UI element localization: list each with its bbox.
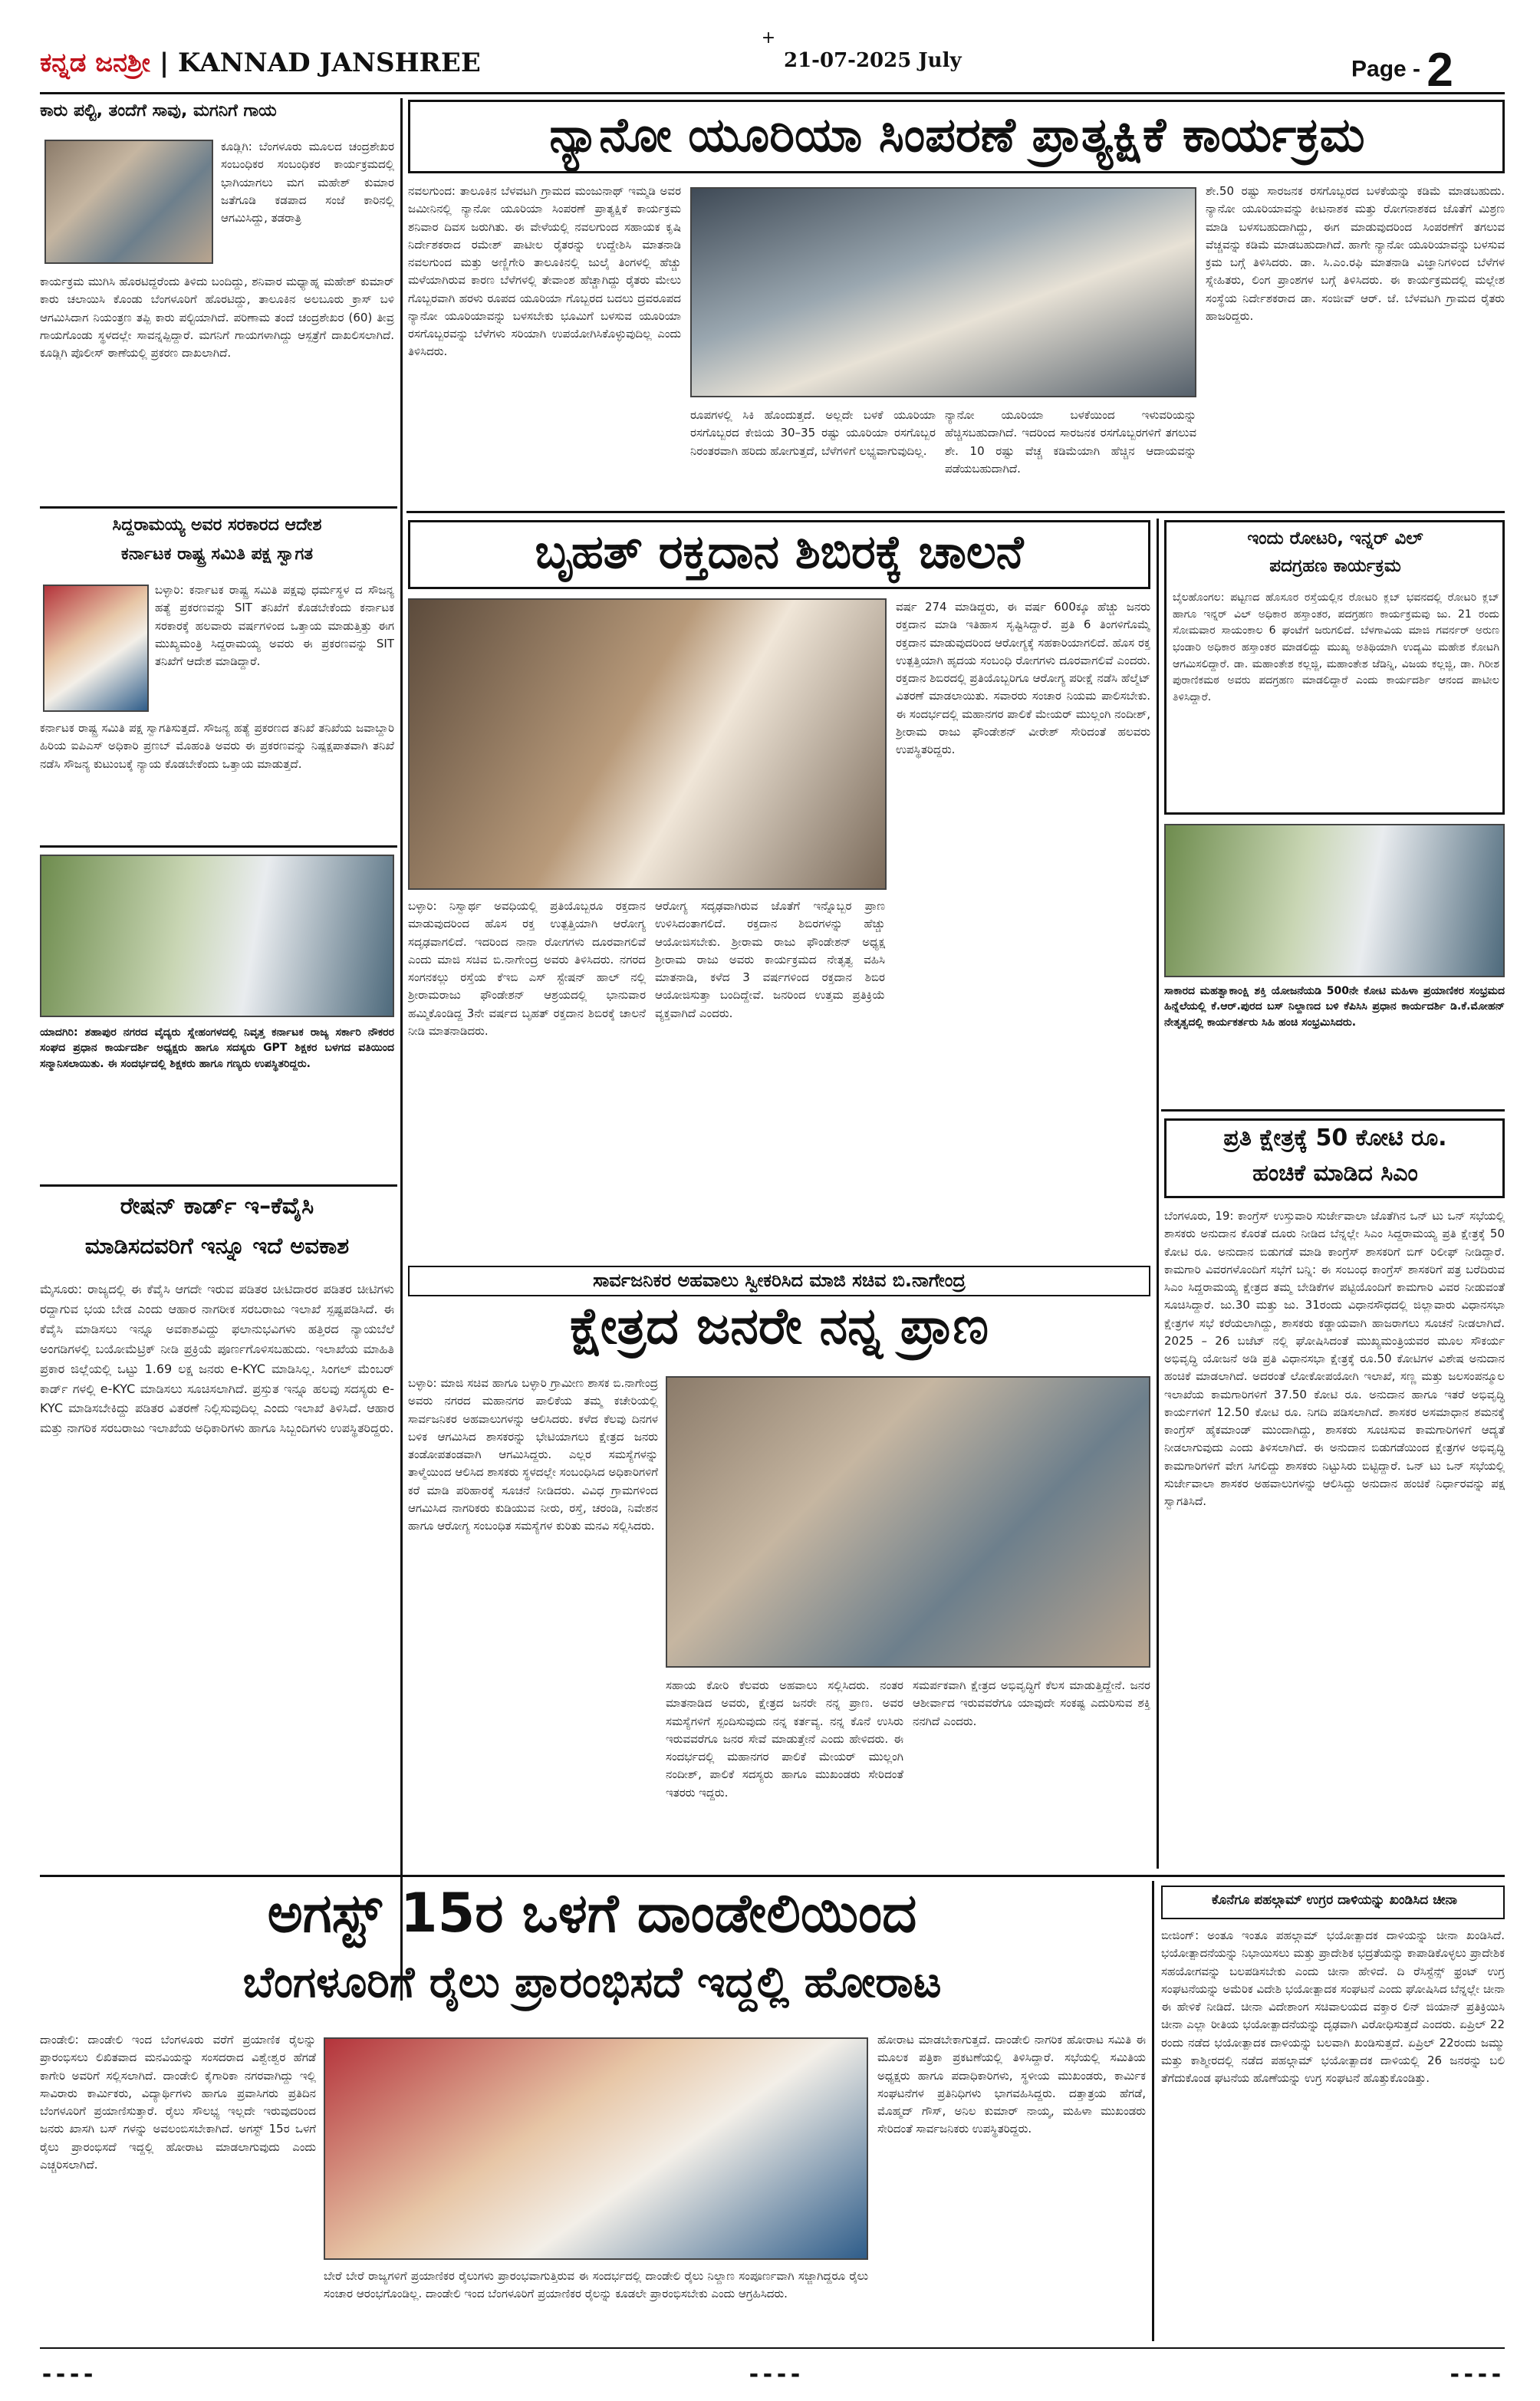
dandeli-body-col-b: ಹೋರಾಟ ಮಾಡಬೇಕಾಗುತ್ತದೆ. ದಾಂಡೇಲಿ ನಾಗರಿಕ ಹೋರಾಟ ಸಮಿತಿ ಈ ಮೂಲಕ ಪತ್ರಿಕಾ ಪ್ರಕಟಣೆಯಲ್ಲಿ ತಿಳಿಸಿದ್ದಾರೆ. ಸಭೆಯಲ್ಲಿ ಸಮಿತಿಯ ಅಧ್ಯಕ್ಷರು ಹಾಗೂ ಪದಾಧಿಕಾರಿಗಳು, ಸ್ಥಳೀಯ ಮುಖಂಡರು, ಕಾರ್ಮಿಕ ಸಂಘಟನೆಗಳ ಪ್ರತಿನಿಧಿಗಳು ಭಾಗವಹಿಸಿದ್ದರು. ದತ್ತಾತ್ರಯ ಹೆಗಡೆ, ಮೊಹ್ಮದ್ ಗೌಸ್, ಅನಿಲ ಕುಮಾರ್ ನಾಯ್ಕ, ಮಹಿಳಾ ಮುಖಂಡರು ಸೇರಿದಂತೆ ಸಾರ್ವಜನಿಕರು ಉಪಸ್ಥಿತರಿದ್ದರು. [877,2033,1146,2136]
footer-right: ---- [1447,2361,1503,2388]
pahalgam-headline-bar [1161,1886,1505,1919]
issue-month: July [918,49,962,72]
story-ration-card-body: ಮೈಸೂರು: ರಾಜ್ಯದಲ್ಲಿ ಈ ಕೆವೈಸಿ ಆಗದೇ ಇರುವ ಪಡಿತರ ಚೀಟಿದಾರರ ಪಡಿತರ ಚೀಟಿಗಳು ರದ್ದಾಗುವ ಭಯ ಬೇಡ ಎಂದು ಆಹಾರ ನಾಗರೀಕ ಸರಬರಾಜು ಇಲಾಖೆ ಸ್ಪಷ್ಟಪಡಿಸಿದೆ. ಈ ಕೆವೈಸಿ ಮಾಡಿಸಲು ಇನ್ನೂ ಅವಕಾಶವಿದ್ದು ಫಲಾನುಭವಿಗಳು ಹತ್ತಿರದ ನ್ಯಾಯಬೆಲೆ ಅಂಗಡಿಗಳಲ್ಲಿ ಬಯೋಮೆಟ್ರಿಕ್ ನೀಡಿ ಪ್ರಕ್ರಿಯೆ ಪೂರ್ಣಗೊಳಿಸಬಹುದು. ಇಲಾಖೆಯ ಮಾಹಿತಿ ಪ್ರಕಾರ ಜಿಲ್ಲೆಯಲ್ಲಿ ಒಟ್ಟು 1.69 ಲಕ್ಷ ಜನರು e-KYC ಮಾಡಿಸಿಲ್ಲ. ಸಿಂಗಲ್ ಮೆಂಬರ್ ಕಾರ್ಡ್ ಗಳಲ್ಲಿ e-KYC ಮಾಡಿಸಲು ಸೂಚಿಸಲಾಗಿದೆ. ಪ್ರಸ್ತುತ ಇನ್ನೂ ಹಲವು ಸದಸ್ಯರು e-KYC ಮಾಡಿಸಬೇಕಿದ್ದು ಪಡಿತರ ವಿತರಣೆ ನಿಲ್ಲಿಸುವುದಿಲ್ಲ ಎಂದು ಇಲಾಖೆ ತಿಳಿಸಿದೆ. ಆಹಾರ ಮತ್ತು ನಾಗರಿಕ ಸರಬರಾಜು ಇಲಾಖೆಯ ಅಧಿಕಾರಿಗಳು ಹಾಗೂ ಸಿಬ್ಬಂದಿಗಳು ಉಪಸ್ಥಿತರಿದ್ದರು. [40,1282,394,1436]
cm-headline-box [1164,1118,1505,1198]
masthead-title-english: KANNAD JANSHREE [178,48,481,78]
footer-left: ---- [40,2361,96,2388]
lead-headline: ನ್ಯಾನೋ ಯೂರಿಯಾ ಸಿಂಪರಣೆ ಪ್ರಾತ್ಯಕ್ಷಿಕೆ ಕಾರ್ಯಕ್ರಮ [549,110,1365,163]
nagendra-photo [666,1376,1150,1668]
dandeli-body-col-a: ದಾಂಡೇಲಿ: ದಾಂಡೇಲಿ ಇಂದ ಬೆಂಗಳೂರು ವರೆಗೆ ಪ್ರಯಾಣಿಕ ರೈಲನ್ನು ಪ್ರಾರಂಭಿಸಲು ಲಿಖಿತವಾದ ಮನವಿಯನ್ನು ಸಂಸದರಾದ ವಿಶ್ವೇಶ್ವರ ಹೆಗಡೆ ಕಾಗೇರಿ ಅವರಿಗೆ ಸಲ್ಲಿಸಲಾಗಿದೆ. ದಾಂಡೇಲಿ ಕೈಗಾರಿಕಾ ನಗರವಾಗಿದ್ದು ಇಲ್ಲಿ ಸಾವಿರಾರು ಕಾರ್ಮಿಕರು, ವಿದ್ಯಾರ್ಥಿಗಳು ಹಾಗೂ ಪ್ರವಾಸಿಗರು ಪ್ರತಿದಿನ ಬೆಂಗಳೂರಿಗೆ ಪ್ರಯಾಣಿಸುತ್ತಾರೆ. ರೈಲು ಸೌಲಭ್ಯ ಇಲ್ಲದೇ ಇರುವುದರಿಂದ ಜನರು ಖಾಸಗಿ ಬಸ್ ಗಳನ್ನು ಅವಲಂಬಿಸಬೇಕಾಗಿದೆ. ಅಗಸ್ಟ್ 15ರ ಒಳಗೆ ರೈಲು ಪ್ರಾರಂಭಿಸದೆ ಇದ್ದಲ್ಲಿ ಹೋರಾಟ ಮಾಡಲಾಗುವುದು ಎಂದು ಎಚ್ಚರಿಸಲಾಗಿದೆ. [40,2033,316,2172]
blood-body-col-a: ಬಳ್ಳಾರಿ: ನಿಸ್ವಾರ್ಥ ಅವಧಿಯಲ್ಲಿ ಪ್ರತಿಯೊಬ್ಬರೂ ರಕ್ತದಾನ ಮಾಡುವುದರಿಂದ ಹೊಸ ರಕ್ತ ಉತ್ಪತ್ತಿಯಾಗಿ ಆರೋಗ್ಯ ಸದೃಢವಾಗಲಿದೆ. ಇದರಿಂದ ನಾನಾ ರೋಗಗಳು ದೂರವಾಗಲಿವೆ ಎಂದು ಮಾಜಿ ಸಚಿವ ಬಿ.ನಾಗೇಂದ್ರ ಅವರು ತಿಳಿಸಿದರು. ನಗರದ ಸಂಗನಕಲ್ಲು ರಸ್ತೆಯ ಕೆಇಬಿ ಎಸ್ ಸ್ಟೇಷನ್ ಹಾಲ್ ನಲ್ಲಿ ಶ್ರೀರಾಮರಾಜು ಫೌಂಡೇಶನ್ ಆಶ್ರಯದಲ್ಲಿ ಭಾನುವಾರ ಹಮ್ಮಿಕೊಂಡಿದ್ದ 3ನೇ ವರ್ಷದ ಬೃಹತ್ ರಕ್ತದಾನ ಶಿಬಿರಕ್ಕೆ ಚಾಲನೆ ನೀಡಿ ಮಾತನಾಡಿದರು. [408,899,646,1038]
rule-col1-2 [40,845,397,848]
column-divider-bottom [1152,1881,1154,2341]
shakti-scheme-photo [1164,824,1505,977]
lead-body-mid: ರೂಪಗಳಲ್ಲಿ ಸಿಕಿ ಹೊಂದುತ್ತದೆ. ಅಲ್ಲದೇ ಬಳಕೆ ಯೂರಿಯಾ ರಸಗೊಬ್ಬರದ ಕೇಜಿಯ 30–35 ರಷ್ಟು ಯೂರಿಯಾ ರಸಗೊಬ್ಬರ ನಿರಂತರವಾಗಿ ಹರಿದು ಹೋಗುತ್ತದೆ, ಬೆಳೆಗಳಿಗೆ ಲಭ್ಯವಾಗುವುದಿಲ್ಲ. [690,408,936,458]
blood-body-col-b: ಆರೋಗ್ಯ ಸದೃಢವಾಗಿರುವ ಜೊತೆಗೆ ಇನ್ನೊಬ್ಬರ ಪ್ರಾಣ ಉಳಿಸಿದಂತಾಗಲಿದೆ. ರಕ್ತದಾನ ಶಿಬಿರಗಳನ್ನು ಹೆಚ್ಚು ಆಯೋಜಿಸಬೇಕು. ಶ್ರೀರಾಮ ರಾಜು ಫೌಂಡೇಶನ್ ಅಧ್ಯಕ್ಷ ಶ್ರೀರಾಮ ರಾಜು ಅವರು ಕಾರ್ಯಕ್ರಮದ ನೇತೃತ್ವ ವಹಿಸಿ ಮಾತನಾಡಿ, ಕಳೆದ 3 ವರ್ಷಗಳಿಂದ ರಕ್ತದಾನ ಶಿಬಿರ ಆಯೋಜಿಸುತ್ತಾ ಬಂದಿದ್ದೇವೆ. ಜನರಿಂದ ಉತ್ತಮ ಪ್ರತಿಕ್ರಿಯೆ ವ್ಯಕ್ತವಾಗಿದೆ ಎಂದರು. [655,899,885,1020]
pahalgam-headline: ಕೊನೆಗೂ ಪಹಲ್ಗಾಮ್ ಉಗ್ರರ ದಾಳಿಯನ್ನು ಖಂಡಿಸಿದ ಚೀನಾ [1212,1893,1457,1908]
story-sit-order-headline-2: ಕರ್ನಾಟಕ ರಾಷ್ಟ್ರ ಸಮಿತಿ ಪಕ್ಷ ಸ್ವಾಗತ [120,545,314,564]
lead-body-right: ಶೇ.50 ರಷ್ಟು ಸಾರಜನಕ ರಸಗೊಬ್ಬರದ ಬಳಕೆಯನ್ನು ಕಡಿಮೆ ಮಾಡಬಹುದು. ನ್ಯಾನೋ ಯೂರಿಯಾವನ್ನು ಕೀಟನಾಶಕ ಮತ್ತು ರೋಗನಾಶಕದ ಜೊತೆಗೆ ಮಿಶ್ರಣ ಮಾಡಿ ಬಳಸಬಹುದಾಗಿದ್ದು, ಈಗ ಮಾಡುವುದರಿಂದ ಸಿಂಪರಣೆಗೆ ತಗಲುವ ವೆಚ್ಚವನ್ನು ಕಡಿಮೆ ಮಾಡಬಹುದಾಗಿದೆ. ಹಾಗೇ ನ್ಯಾನೋ ಯೂರಿಯಾವನ್ನು ಬಳಸುವ ಕ್ರಮ ಬಗ್ಗೆ ತಿಳಿಸಿದರು. ಡಾ. ಸಿ.ಎಂ.ರಫಿ ಮಾತನಾಡಿ ವಿಜ್ಞಾನಿಗಳಿಂದ ಬೆಳೆಗಳ ಸ್ನೇಹಿತರು, ಲಿಂಗ ಪ್ರಾಂಶಗಳ ಬಗ್ಗೆ ತಿಳಿಸಿದರು. ಈ ಕಾರ್ಯಕ್ರಮದಲ್ಲಿ ಮಲ್ಲೇಶ ಸಂಸ್ಥೆಯ ನಿರ್ದೇಶಕರಾದ ಡಾ. ಸಂಜೀವ್ ಆರ್. ಜೆ. ಬೆಳವಟಗಿ ಗ್ರಾಮದ ರೈತರು ಹಾಜರಿದ್ದರು. [1206,184,1505,323]
felicitation-caption: ಯಾದಗಿರಿ: ಶಹಾಪುರ ನಗರದ ವೈದ್ಯರು ಸ್ನೇಹಂಗಳದಲ್ಲಿ ನಿವೃತ್ತ ಕರ್ನಾಟಕ ರಾಜ್ಯ ಸರ್ಕಾರಿ ನೌಕರರ ಸಂಘದ ಪ್ರಧಾನ ಕಾರ್ಯದರ್ಶಿ ಅಧ್ಯಕ್ಷರು ಹಾಗೂ ಸದಸ್ಯರು GPT ಶಿಕ್ಷಕರ ಬಳಗದ ವತಿಯಿಂದ ಸನ್ಮಾನಿಸಲಾಯಿತು. ಈ ಸಂದರ್ಭದಲ್ಲಿ ಶಿಕ್ಷಕರು ಹಾಗೂ ಗಣ್ಯರು ಉಪಸ್ಥಿತರಿದ್ದರು. [40,1026,394,1070]
rule-col1-3 [40,1184,397,1187]
masthead-title [40,48,592,87]
cm-headline-2: ಹಂಚಿಕೆ ಮಾಡಿದ ಸಿಎಂ [1252,1161,1418,1187]
felicitation-photo [40,855,394,1017]
shakti-scheme-caption: ಸಾಕಾರದ ಮಹತ್ವಾಕಾಂಕ್ಷಿ ಶಕ್ತಿ ಯೋಜನೆಯಡಿ 500ನೇ ಕೋಟಿ ಮಹಿಳಾ ಪ್ರಯಾಣಿಕರ ಸಂಭ್ರಮದ ಹಿನ್ನೆಲೆಯಲ್ಲಿ ಕೆ.ಆರ್.ಪುರದ ಬಸ್ ನಿಲ್ದಾಣದ ಬಳಿ ಕೆಪಿಸಿಸಿ ಪ್ರಧಾನ ಕಾರ್ಯದರ್ಶಿ ಡಿ.ಕೆ.ಮೋಹನ್ ನೇತೃತ್ವದಲ್ಲಿ ಕಾರ್ಯಕರ್ತರು ಸಿಹಿ ಹಂಚಿ ಸಂಭ್ರಮಿಸಿದರು. [1164,985,1505,1029]
page-number [1351,43,1505,92]
story-sit-order [40,515,394,838]
rotary-box [1164,520,1505,815]
story-car-accident-body-b: ಕಾರ್ಯಕ್ರಮ ಮುಗಿಸಿ ಹೊರಟಿದ್ದರೆಂದು ತಿಳಿದು ಬಂದಿದ್ದು, ಶನಿವಾರ ಮಧ್ಯಾಹ್ನ ಮಹೇಶ್ ಕುಮಾರ್ ಕಾರು ಚಲಾಯಿಸಿ ಕೊಂಡು ಬೆಂಗಳೂರಿಗೆ ಹೊರಟಿದ್ದು, ತಾಲೂಕಿನ ಅಲಬೂರು ಕ್ರಾಸ್ ಬಳಿ ಆಗಮಿಸಿದಾಗ ನಿಯಂತ್ರಣ ತಪ್ಪಿ ಕಾರು ಪಲ್ಟಿಯಾಗಿದೆ. ಪರಿಣಾಮ ತಂದೆ ಚಂದ್ರಶೇಖರ (60) ತೀವ್ರ ಗಾಯಗೊಂಡು ಸ್ಥಳದಲ್ಲೇ ಸಾವನ್ನಪ್ಪಿದ್ದಾರೆ. ಮಗನಿಗೆ ಗಾಯಗಳಾಗಿದ್ದು ಆಸ್ಪತ್ರೆಗೆ ದಾಖಲಿಸಲಾಗಿದೆ. ಕೂಡ್ಲಿಗಿ ಪೊಲೀಸ್ ಠಾಣೆಯಲ್ಲಿ ಪ್ರಕರಣ ದಾಖಲಾಗಿದೆ. [40,275,394,360]
column-divider-left [400,98,403,2001]
issue-date-value: 21-07-2025 [784,49,912,72]
nagendra-body-col-a: ಬಳ್ಳಾರಿ: ಮಾಜಿ ಸಚಿವ ಹಾಗೂ ಬಳ್ಳಾರಿ ಗ್ರಾಮೀಣ ಶಾಸಕ ಬಿ.ನಾಗೇಂದ್ರ ಅವರು ನಗರದ ಮಹಾನಗರ ಪಾಲಿಕೆಯ ತಮ್ಮ ಕಚೇರಿಯಲ್ಲಿ ಸಾರ್ವಜನಿಕರ ಅಹವಾಲುಗಳನ್ನು ಆಲಿಸಿದರು. ಕಳೆದ ಕೆಲವು ದಿನಗಳ ಬಳಿಕ ಆಗಮಿಸಿದ ಶಾಸಕರನ್ನು ಭೇಟಿಯಾಗಲು ಕ್ಷೇತ್ರದ ಜನರು ತಂಡೋಪತಂಡವಾಗಿ ಆಗಮಿಸಿದ್ದರು. ಎಲ್ಲರ ಸಮಸ್ಯೆಗಳನ್ನು ತಾಳ್ಮೆಯಿಂದ ಆಲಿಸಿದ ಶಾಸಕರು ಸ್ಥಳದಲ್ಲೇ ಸಂಬಂಧಿಸಿದ ಅಧಿಕಾರಿಗಳಿಗೆ ಕರೆ ಮಾಡಿ ಪರಿಹಾರಕ್ಕೆ ಸೂಚನೆ ನೀಡಿದರು. ವಿವಿಧ ಗ್ರಾಮಗಳಿಂದ ಆಗಮಿಸಿದ ನಾಗರಿಕರು ಕುಡಿಯುವ ನೀರು, ರಸ್ತೆ, ಚರಂಡಿ, ನಿವೇಶನ ಹಾಗೂ ಆರೋಗ್ಯ ಸಂಬಂಧಿತ ಸಮಸ್ಯೆಗಳ ಕುರಿತು ಮನವಿ ಸಲ್ಲಿಸಿದರು. [408,1376,658,1533]
story-felicitation [40,855,394,1177]
page-label: Page - [1351,56,1421,82]
nagendra-kicker-text: ಸಾರ್ವಜನಿಕರ ಅಹವಾಲು ಸ್ವೀಕರಿಸಿದ ಮಾಜಿ ಸಚಿವ ಬಿ.ನಾಗೇಂದ್ರ [593,1270,966,1291]
dandeli-photo [324,2037,868,2260]
nagendra-body-col-c: ಸಮರ್ಪಕವಾಗಿ ಕ್ಷೇತ್ರದ ಅಭಿವೃದ್ಧಿಗೆ ಕೆಲಸ ಮಾಡುತ್ತಿದ್ದೇನೆ. ಜನರ ಆಶೀರ್ವಾದ ಇರುವವರೆಗೂ ಯಾವುದೇ ಸಂಕಷ್ಟ ಎದುರಿಸುವ ಶಕ್ತಿ ನನಗಿದೆ ಎಂದರು. [913,1678,1150,1728]
rotary-body: ಬೈಲಹೊಂಗಲ: ಪಟ್ಟಣದ ಹೊಸೂರ ರಸ್ತೆಯಲ್ಲಿನ ರೋಟರಿ ಕ್ಲಬ್ ಭವನದಲ್ಲಿ ರೋಟರಿ ಕ್ಲಬ್ ಹಾಗೂ ಇನ್ನರ್ ವಿಲ್ ಅಧಿಕಾರ ಹಸ್ತಾಂತರ, ಪದಗ್ರಹಣ ಕಾರ್ಯಕ್ರಮವು ಜು. 21 ರಂದು ಸೋಮವಾರ ಸಾಯಂಕಾಲ 6 ಘಂಟೆಗೆ ಜರುಗಲಿದೆ. ಬೆಳಗಾವಿಯ ಮಾಜಿ ಗವರ್ನರ್ ಅರುಣ ಭಂಡಾರಿ ಅಧಿಕಾರ ಹಸ್ತಾಂತರ ಮಾಡಲಿದ್ದು ಮುಖ್ಯ ಅತಿಥಿಯಾಗಿ ಉದ್ಯಮಿ ಮಹೇಶ ಕೋಟಗಿ ಆಗಮಿಸಲಿದ್ದಾರೆ. ಡಾ. ಮಹಾಂತೇಶ ಕಲ್ಲಜ್ಜಿ, ಮಹಾಂತೇಶ ಜೆಡಿನ್ನಿ, ವಿಜಯ ಕಲ್ಲಜ್ಜಿ, ಡಾ. ಗಿರೀಶ ಪುರಾಣಿಕಮಠ ಅವರು ಪದಗ್ರಹಣ ಮಾಡಲಿದ್ದಾರೆ ಎಂದು ಕಾರ್ಯದರ್ಶಿ ಆನಂದ ಪಾಟೀಲ ತಿಳಿಸಿದ್ದಾರೆ. [1173,591,1499,704]
crop-mark-top: + [761,29,776,48]
story-ration-card [40,1194,394,1999]
rotary-headline-2: ಪದಗ್ರಹಣ ಕಾರ್ಯಕ್ರಮ [1269,556,1401,576]
dandeli-headline-2: ಬೆಂಗಳೂರಿಗೆ ರೈಲು ಪ್ರಾರಂಭಿಸದೆ ಇದ್ದಲ್ಲಿ ಹೋರಾಟ [242,1961,942,2007]
cm-body: ಬೆಂಗಳೂರು, 19: ಕಾಂಗ್ರೆಸ್ ಉಸ್ತುವಾರಿ ಸುರ್ಜೇವಾಲಾ ಜೊತೆಗಿನ ಒನ್ ಟು ಒನ್ ಸಭೆಯಲ್ಲಿ ಶಾಸಕರು ಅನುದಾನ ಕೊರತೆ ದೂರು ನೀಡಿದ ಬೆನ್ನಲ್ಲೇ ಸಿಎಂ ಸಿದ್ದರಾಮಯ್ಯ ಪ್ರತಿ ಕ್ಷೇತ್ರಕ್ಕೆ 50 ಕೋಟಿ ರೂ. ಅನುದಾನ ಬಿಡುಗಡೆ ಮಾಡಿ ಕಾಂಗ್ರೆಸ್ ಶಾಸಕರಿಗೆ ಬಿಗ್ ರಿಲೀಫ್ ನೀಡಿದ್ದಾರೆ. ಕಾಮಗಾರಿ ವಿವರಗಳೊಂದಿಗೆ ಸಭೆಗೆ ಬನ್ನಿ: ಈ ಸಂಬಂಧ ಕಾಂಗ್ರೆಸ್ ಶಾಸಕರಿಗೆ ಪತ್ರ ಬರೆದಿರುವ ಸಿಎಂ ಸಿದ್ದರಾಮಯ್ಯ ಕ್ಷೇತ್ರದ ತಮ್ಮ ಬೇಡಿಕೆಗಳ ಪಟ್ಟಿಯೊಂದಿಗೆ ಕಾಮಗಾರಿ ವಿವರ ನೀಡುವಂತೆ ಸೂಚಿಸಿದ್ದಾರೆ. ಜು.30 ಮತ್ತು ಜು. 31ರಂದು ವಿಧಾನಸೌಧದಲ್ಲಿ ಜಿಲ್ಲಾವಾರು ವಿಧಾನಸಭಾ ಕ್ಷೇತ್ರಗಳ ಸಭೆ ಕರೆಯಲಾಗಿದ್ದು, ಶಾಸಕರು ಕಡ್ಡಾಯವಾಗಿ ಹಾಜರಾಗಲು ಸೂಚನೆ ನೀಡಲಾಗಿದೆ. 2025 – 26 ಬಜೆಟ್ ನಲ್ಲಿ ಘೋಷಿಸಿದಂತೆ ಮುಖ್ಯಮಂತ್ರಿಯವರ ಮೂಲ ಸೌಕರ್ಯ ಅಭಿವೃದ್ಧಿ ಯೋಜನೆ ಅಡಿ ಪ್ರತಿ ವಿಧಾನಸಭಾ ಕ್ಷೇತ್ರಕ್ಕೆ ರೂ.50 ಕೋಟಿಗಳ ವಿಶೇಷ ಅನುದಾನ ಹಂಚಿಕೆ ಮಾಡಲಾಗಿದೆ. ಅದರಂತೆ ಲೋಕೋಪಯೋಗಿ ಇಲಾಖೆ, ಸಣ್ಣ ಮತ್ತು ಜಲಸಂಪನ್ಮೂಲ ಇಲಾಖೆಯ ಕಾಮಗಾರಿಗಳಿಗೆ 37.50 ಕೋಟಿ ರೂ. ಅನುದಾನ ಹಾಗೂ ಇತರೆ ಅಭಿವೃದ್ಧಿ ಕಾರ್ಯಗಳಿಗೆ 12.50 ಕೋಟಿ ರೂ. ನಿಗದಿ ಪಡಿಸಲಾಗಿದೆ. ಶಾಸಕರ ಅಸಮಾಧಾನ ಶಮನಕ್ಕೆ ಕಾಂಗ್ರೆಸ್ ಹೈಕಮಾಂಡ್ ಮುಂದಾಗಿದ್ದು, ಶಾಸಕರು ಸೂಚಿಸುವ ಕಾಮಗಾರಿಗಳಿಗೆ ಆದ್ಯತೆ ನೀಡಲಾಗುವುದು ಎಂದು ತಿಳಿಸಲಾಗಿದೆ. ಈ ಅನುದಾನ ಬಿಡುಗಡೆಯಿಂದ ಕ್ಷೇತ್ರಗಳ ಅಭಿವೃದ್ಧಿ ಕಾಮಗಾರಿಗಳಿಗೆ ವೇಗ ಸಿಗಲಿದ್ದು ಶಾಸಕರು ನಿಟ್ಟುಸಿರು ಬಿಟ್ಟಿದ್ದಾರೆ. ಒನ್ ಟು ಒನ್ ಸಭೆಯಲ್ಲಿ ಸುರ್ಜೇವಾಲಾ ಶಾಸಕರ ಅಹವಾಲುಗಳನ್ನು ಆಲಿಸಿದ್ದು ಅನುದಾನ ಹಂಚಿಕೆ ನಿರ್ಧಾರವನ್ನು ಪಕ್ಷ ಸ್ವಾಗತಿಸಿದೆ. [1164,1209,1505,1508]
party-leader-portrait [43,585,149,712]
dandeli-body-col-c: ಬೇರೆ ಬೇರೆ ರಾಜ್ಯಗಳಿಗೆ ಪ್ರಯಾಣಿಕರ ರೈಲುಗಳು ಪ್ರಾರಂಭವಾಗುತ್ತಿರುವ ಈ ಸಂದರ್ಭದಲ್ಲಿ ದಾಂಡೇಲಿ ರೈಲು ನಿಲ್ದಾಣ ಸಂಪೂರ್ಣವಾಗಿ ಸಜ್ಜಾಗಿದ್ದರೂ ರೈಲು ಸಂಚಾರ ಆರಂಭಗೊಂಡಿಲ್ಲ. ದಾಂಡೇಲಿ ಇಂದ ಬೆಂಗಳೂರಿಗೆ ಪ್ರಯಾಣಿಕರ ರೈಲನ್ನು ಕೂಡಲೇ ಪ್ರಾರಂಭಿಸಬೇಕು ಎಂದು ಆಗ್ರಹಿಸಿದರು. [324,2269,868,2301]
story-sit-order-body-b: ಕರ್ನಾಟಕ ರಾಷ್ಟ್ರ ಸಮಿತಿ ಪಕ್ಷ ಸ್ವಾಗತಿಸುತ್ತದೆ. ಸೌಜನ್ಯ ಹತ್ಯೆ ಪ್ರಕರಣದ ತನಿಖೆ ತನಿಖೆಯ ಜವಾಬ್ದಾರಿ ಹಿರಿಯ ಐಪಿಎಸ್ ಅಧಿಕಾರಿ ಪ್ರಣಬ್ ಮೊಹಂತಿ ಅವರು ಈ ಪ್ರಕರಣವನ್ನು ನಿಷ್ಪಕ್ಷಪಾತವಾಗಿ ತನಿಖೆ ನಡೆಸಿ ಸೌಜನ್ಯ ಕುಟುಂಬಕ್ಕೆ ನ್ಯಾಯ ಕೊಡಬೇಕೆಂದು ಒತ್ತಾಯ ಮಾಡುತ್ತದೆ. [40,721,394,771]
cm-headline-1: ಪ್ರತಿ ಕ್ಷೇತ್ರಕ್ಕೆ 50 ಕೋಟಿ ರೂ. [1223,1125,1447,1151]
page-number-value: 2 [1426,44,1453,92]
car-accident-photo [44,140,213,264]
nagendra-kicker [408,1266,1150,1296]
masthead [40,43,1505,92]
blood-camp-photo [408,598,887,890]
footer-center: ---- [746,2361,803,2388]
story-ration-card-headline-2: ಮಾಡಿಸದವರಿಗೆ ಇನ್ನೂ ಇದೆ ಅವಕಾಶ [84,1233,350,1259]
masthead-title-kannada: ಕನ್ನಡ ಜನಶ್ರೀ [40,48,150,78]
dandeli-headline-1: ಅಗಸ್ಟ್ 15ರ ಒಳಗೆ ದಾಂಡೇಲಿಯಿಂದ [267,1886,917,1945]
story-sit-order-headline-1: ಸಿದ್ದರಾಮಯ್ಯ ಅವರ ಸರಕಾರದ ಆದೇಶ [112,515,322,535]
story-car-accident [40,98,394,497]
blood-headline: ಬೃಹತ್ ರಕ್ತದಾನ ಶಿಬಿರಕ್ಕೆ ಚಾಲನೆ [535,529,1024,579]
nagendra-headline: ಕ್ಷೇತ್ರದ ಜನರೇ ನನ್ನ ಪ್ರಾಣ [569,1299,989,1355]
rule-main-bottom [40,1875,1505,1877]
rule-right-1 [1161,1109,1505,1112]
nagendra-body-col-b: ಸಹಾಯ ಕೋರಿ ಕೆಲವರು ಅಹವಾಲು ಸಲ್ಲಿಸಿದರು. ನಂತರ ಮಾತನಾಡಿದ ಅವರು, ಕ್ಷೇತ್ರದ ಜನರೇ ನನ್ನ ಪ್ರಾಣ. ಅವರ ಸಮಸ್ಯೆಗಳಿಗೆ ಸ್ಪಂದಿಸುವುದು ನನ್ನ ಕರ್ತವ್ಯ. ನನ್ನ ಕೊನೆ ಉಸಿರು ಇರುವವರೆಗೂ ಜನರ ಸೇವೆ ಮಾಡುತ್ತೇನೆ ಎಂದು ಹೇಳಿದರು. ಈ ಸಂದರ್ಭದಲ್ಲಿ ಮಹಾನಗರ ಪಾಲಿಕೆ ಮೇಯರ್ ಮುಲ್ಲಂಗಿ ನಂದೀಶ್, ಪಾಲಿಕೆ ಸದಸ್ಯರು ಹಾಗೂ ಮುಖಂಡರು ಸೇರಿದಂತೆ ಇತರರು ಇದ್ದರು. [666,1678,903,1800]
column-divider-right [1157,519,1159,1869]
blood-headline-box [408,520,1150,589]
rule-lead-bottom [406,511,1505,513]
footer-rule [40,2347,1505,2349]
story-ration-card-headline-1: ರೇಷನ್ ಕಾರ್ಡ್ ಇ–ಕೆವೈಸಿ [120,1194,314,1220]
story-sit-order-body-a: ಬಳ್ಳಾರಿ: ಕರ್ನಾಟಕ ರಾಷ್ಟ್ರ ಸಮಿತಿ ಪಕ್ಷವು ಧರ್ಮಸ್ಥಳ ದ ಸೌಜನ್ಯ ಹತ್ಯೆ ಪ್ರಕರಣವನ್ನು SIT ತನಿಖೆಗೆ ಕೊಡಬೇಕೆಂದು ಕರ್ನಾಟಕ ಸರಕಾರಕ್ಕೆ ಹಲವಾರು ವರ್ಷಗಳಿಂದ ಒತ್ತಾಯ ಮಾಡುತ್ತಿತ್ತು ಈಗ ಮುಖ್ಯಮಂತ್ರಿ ಸಿದ್ದರಾಮಯ್ಯ ಅವರು ಈ ಪ್ರಕರಣವನ್ನು SIT ತನಿಖೆಗೆ ಆದೇಶ ಮಾಡಿದ್ದಾರೆ. [155,583,394,668]
masthead-rule [40,92,1505,94]
pahalgam-body: ಬೀಜಿಂಗ್: ಅಂತೂ ಇಂತೂ ಪಹಲ್ಗಾಮ್ ಭಯೋತ್ಪಾದಕ ದಾಳಿಯನ್ನು ಚೀನಾ ಖಂಡಿಸಿದೆ. ಭಯೋತ್ಪಾದನೆಯನ್ನು ನಿಭಾಯಿಸಲು ಮತ್ತು ಪ್ರಾದೇಶಿಕ ಭದ್ರತೆಯನ್ನು ಕಾಪಾಡಿಕೊಳ್ಳಲು ಪ್ರಾದೇಶಿಕ ಸಹಯೋಗವನ್ನು ಬಲಪಡಿಸಬೇಕು ಎಂದು ಚೀನಾ ಹೇಳಿದೆ. ದಿ ರೆಸಿಸ್ಟೆನ್ಸ್ ಫ್ರಂಟ್ ಉಗ್ರ ಸಂಘಟನೆಯನ್ನು ಅಮೆರಿಕ ವಿದೇಶಿ ಭಯೋತ್ಪಾದಕ ಸಂಘಟನೆ ಎಂದು ಘೋಷಿಸಿದ ಬೆನ್ನಲ್ಲೇ ಚೀನಾ ಈ ಹೇಳಿಕೆ ನೀಡಿದೆ. ಚೀನಾ ವಿದೇಶಾಂಗ ಸಚಿವಾಲಯದ ವಕ್ತಾರ ಲಿನ್ ಜಿಯಾನ್ ಪ್ರತಿಕ್ರಿಯಿಸಿ ಚೀನಾ ಎಲ್ಲಾ ರೀತಿಯ ಭಯೋತ್ಪಾದನೆಯನ್ನು ದೃಢವಾಗಿ ವಿರೋಧಿಸುತ್ತದೆ ಎಂದರು. ಏಪ್ರಿಲ್ 22 ರಂದು ನಡೆದ ಭಯೋತ್ಪಾದಕ ದಾಳಿಯನ್ನು ಬಲವಾಗಿ ಖಂಡಿಸುತ್ತದೆ. ಏಪ್ರಿಲ್ 22ರಂದು ಜಮ್ಮು ಮತ್ತು ಕಾಶ್ಮೀರದಲ್ಲಿ ನಡೆದ ಪಹಲ್ಗಾಮ್ ಭಯೋತ್ಪಾದಕ ದಾಳಿಯಲ್ಲಿ 26 ಜನರನ್ನು ಬಲಿ ತೆಗೆದುಕೊಂಡ ಘಟನೆಯ ಹೊಣೆಯನ್ನು ಉಗ್ರ ಸಂಘಟನೆ ಹೊತ್ತುಕೊಂಡಿತ್ತು. [1161,1928,1505,2085]
lead-headline-box [408,100,1505,173]
lead-photo-field [690,187,1196,397]
lead-body-mid-2: ನ್ಯಾನೋ ಯೂರಿಯಾ ಬಳಕೆಯಿಂದ ಇಳುವರಿಯನ್ನು ಹೆಚ್ಚಿಸಬಹುದಾಗಿದೆ. ಇದರಿಂದ ಸಾರಜನಕ ರಸಗೊಬ್ಬರಗಳಿಗೆ ತಗಲುವ ಶೇ. 10 ರಷ್ಟು ವೆಚ್ಚ ಕಡಿಮೆಯಾಗಿ ಹೆಚ್ಚಿನ ಆದಾಯವನ್ನು ಪಡೆಯಬಹುದಾಗಿದೆ. [945,408,1196,476]
rotary-headline-1: ಇಂದು ರೋಟರಿ, ಇನ್ನರ್ ವಿಲ್ [1247,529,1423,548]
rule-col1-1 [40,506,397,509]
story-car-accident-body-a: ಕೂಡ್ಲಿಗಿ: ಬೆಂಗಳೂರು ಮೂಲದ ಚಂದ್ರಶೇಖರ ಸಂಬಂಧಿಕರ ಸಂಬಂಧಿಕರ ಕಾರ್ಯಕ್ರಮದಲ್ಲಿ ಭಾಗಿಯಾಗಲು ಮಗ ಮಹೇಶ್ ಕುಮಾರ ಜತೆಗೂಡಿ ಕಡಪಾದ ಸಂಜೆ ಕಾರಿನಲ್ಲಿ ಆಗಮಿಸಿದ್ದು, ತಡರಾತ್ರಿ [221,140,394,225]
story-car-accident-headline: ಕಾರು ಪಲ್ಟಿ, ತಂದೆಗೆ ಸಾವು, ಮಗನಿಗೆ ಗಾಯ [40,101,277,120]
masthead-separator: | [159,48,169,78]
lead-body-left: ನವಲಗುಂದ: ತಾಲೂಕಿನ ಬೆಳವಟಗಿ ಗ್ರಾಮದ ಮಂಜುನಾಥ್ ಇಮ್ಮಡಿ ಅವರ ಜಮೀನಿನಲ್ಲಿ ನ್ಯಾನೋ ಯೂರಿಯಾ ಸಿಂಪರಣೆ ಪ್ರಾತ್ಯಕ್ಷಿಕೆ ಕಾರ್ಯಕ್ರಮ ಶನಿವಾರ ದಿವಸ ಜರುಗಿತು. ಈ ವೇಳೆಯಲ್ಲಿ ನವಲಗುಂದ ಸಹಾಯಕ ಕೃಷಿ ನಿರ್ದೇಶಕರಾದ ರಮೇಶ್ ಪಾಟೀಲ ರೈತರನ್ನು ಉದ್ದೇಶಿಸಿ ಮಾತನಾಡಿ ನವಲಗುಂದ ಮತ್ತು ಅಣ್ಣಿಗೇರಿ ತಾಲೂಕಿನಲ್ಲಿ ಜುಲೈ ತಿಂಗಳಲ್ಲಿ ಹೆಚ್ಚು ಮಳೆಯಾಗಿರುವ ಕಾರಣ ಬೆಳೆಗಳಲ್ಲಿ ತೇವಾಂಶ ಹೆಚ್ಚಾಗಿದ್ದು ರೈತರು ಮೇಲು ಗೊಬ್ಬರವಾಗಿ ಹರಳು ರೂಪದ ಯೂರಿಯಾ ಗೊಬ್ಬರದ ಬದಲು ದ್ರವರೂಪದ ನ್ಯಾನೋ ಯೂರಿಯಾವನ್ನು ಬಳಸಬೇಕು ಭೂಮಿಗೆ ಬಳಸುವ ಯೂರಿಯಾ ರಸಗೊಬ್ಬರವನ್ನು ಬೆಳೆಗಳು ಸರಿಯಾಗಿ ಉಪಯೋಗಿಸಿಕೊಳ್ಳುವುದಿಲ್ಲ ಎಂದು ತಿಳಿಸಿದರು. [408,184,681,359]
issue-date [784,49,999,83]
pahalgam-story [1161,1886,1505,2341]
blood-body-right: ವರ್ಷ 274 ಮಾಡಿದ್ದರು, ಈ ವರ್ಷ 600ಕ್ಕೂ ಹೆಚ್ಚು ಜನರು ರಕ್ತದಾನ ಮಾಡಿ ಇತಿಹಾಸ ಸೃಷ್ಟಿಸಿದ್ದಾರೆ. ಪ್ರತಿ 6 ತಿಂಗಳಿಗೊಮ್ಮೆ ರಕ್ತದಾನ ಮಾಡುವುದರಿಂದ ಆರೋಗ್ಯಕ್ಕೆ ಸಹಕಾರಿಯಾಗಲಿದೆ. ಹೊಸ ರಕ್ತ ಉತ್ಪತ್ತಿಯಾಗಿ ಹೃದಯ ಸಂಬಂಧಿ ರೋಗಗಳು ದೂರವಾಗಲಿವೆ ಎಂದರು. ರಕ್ತದಾನ ಶಿಬಿರದಲ್ಲಿ ಪ್ರತಿಯೊಬ್ಬರಿಗೂ ಆರೋಗ್ಯ ಪರೀಕ್ಷೆ ನಡೆಸಿ ಹೆಲ್ಮೆಟ್ ವಿತರಣೆ ಮಾಡಲಾಯಿತು. ಸವಾರರು ಸಂಚಾರ ನಿಯಮ ಪಾಲಿಸಬೇಕು. ಈ ಸಂದರ್ಭದಲ್ಲಿ ಮಹಾನಗರ ಪಾಲಿಕೆ ಮೇಯರ್ ಮುಲ್ಲಂಗಿ ನಂದೀಶ್, ಶ್ರೀರಾಮ ರಾಜು ಫೌಂಡೇಶನ್ ವೀರೇಶ್ ಸೇರಿದಂತೆ ಹಲವರು ಉಪಸ್ಥಿತರಿದ್ದರು. [896,600,1150,756]
